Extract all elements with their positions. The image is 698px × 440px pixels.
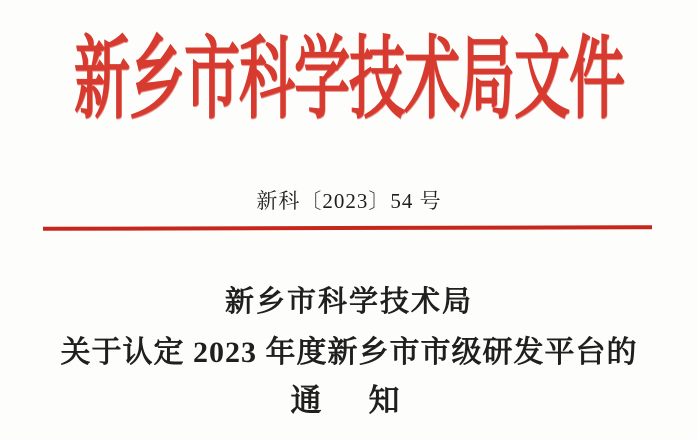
subject-line: 关于认定 2023 年度新乡市市级研发平台的 [60, 336, 638, 369]
document-number: 新科〔2023〕54 号 [256, 189, 442, 213]
issuer-name: 新乡市科学技术局 [224, 286, 473, 318]
letterhead-title: 新乡市科学技术局文件 [74, 31, 624, 131]
red-divider-line [43, 225, 652, 231]
notice-title: 通 知 [290, 383, 408, 418]
